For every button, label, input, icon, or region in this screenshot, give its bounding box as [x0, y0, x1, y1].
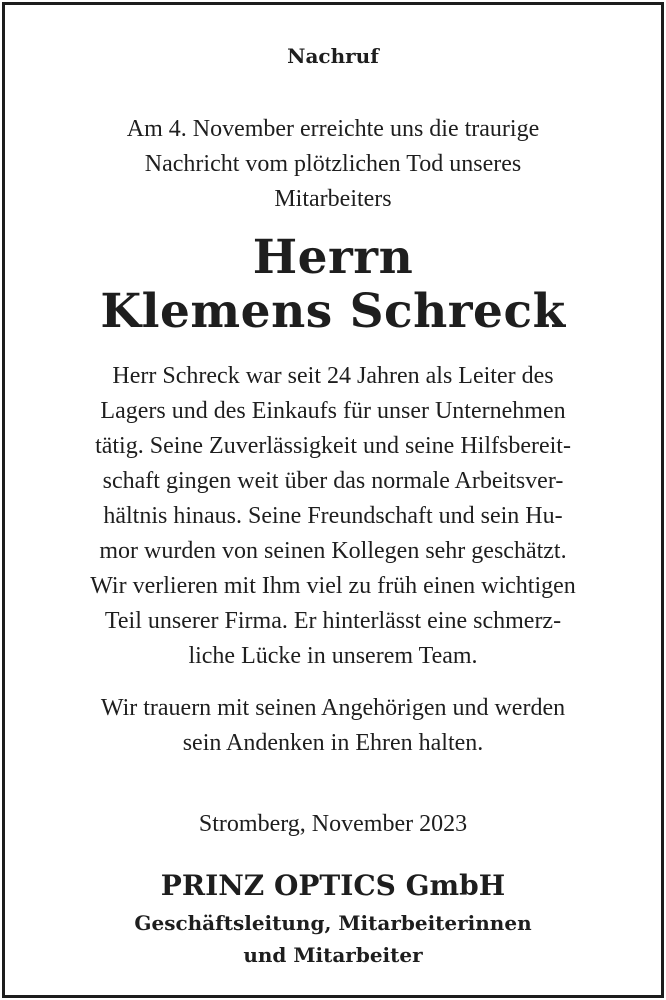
closing-line: sein Andenken in Ehren halten.	[182, 730, 484, 756]
place-date: Stromberg, November 2023	[198, 811, 468, 837]
obituary-heading: Nachruf	[287, 44, 379, 68]
tribute-line: hältnis hinaus. Seine Freundschaft und sein Hu-	[103, 503, 563, 529]
signers	[5, 907, 661, 971]
closing-line: Wir trauern mit seinen Angehörigen und werden	[100, 695, 566, 721]
intro-line: Mitarbeiters	[274, 186, 392, 212]
tribute-line: Wir verlieren mit Ihm viel zu früh einen wichtigen	[90, 573, 576, 599]
company-name: PRINZ OPTICS GmbH	[160, 869, 506, 902]
signer-line: Geschäftsleitung, Mitarbeiterinnen	[134, 911, 532, 935]
tribute-line: Teil unserer Firma. Er hinterlässt eine schmerz-	[104, 608, 562, 634]
tribute-line: mor wurden von seinen Kollegen sehr geschätzt.	[99, 538, 567, 564]
name-salutation: Herrn	[252, 230, 414, 285]
closing-paragraph	[25, 691, 641, 761]
tribute-line: tätig. Seine Zuverlässigkeit und seine Hilfsbereit-	[95, 433, 571, 459]
intro-paragraph	[45, 112, 621, 217]
signer-line: und Mitarbeiter	[243, 943, 423, 967]
tribute-line: liche Lücke in unserem Team.	[188, 643, 478, 669]
name-full: Klemens Schreck	[100, 284, 566, 339]
tribute-line: Lagers und des Einkaufs für unser Unternehmen	[100, 398, 566, 424]
tribute-line: schaft gingen weit über das normale Arbeitsver-	[102, 468, 564, 494]
intro-line: Nachricht vom plötzlichen Tod unseres	[144, 151, 522, 177]
obituary-frame	[2, 2, 664, 998]
deceased-name	[5, 231, 661, 339]
tribute-paragraph	[25, 359, 641, 674]
intro-line: Am 4. November erreichte uns die traurige	[126, 116, 540, 142]
tribute-line: Herr Schreck war seit 24 Jahren als Leiter des	[112, 363, 554, 389]
